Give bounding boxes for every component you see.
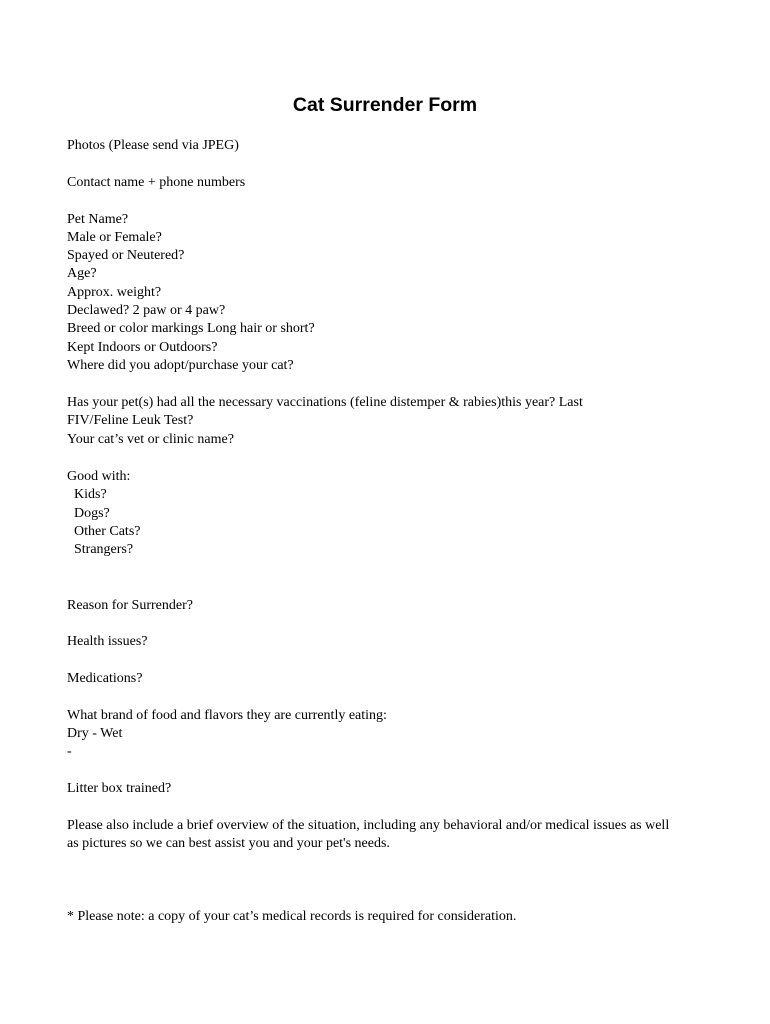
photos-line: Photos (Please send via JPEG) xyxy=(67,138,239,153)
dash-line: - xyxy=(67,744,72,759)
strangers-line: Strangers? xyxy=(74,542,134,557)
contact-line: Contact name + phone numbers xyxy=(67,175,246,190)
dogs-line: Dogs? xyxy=(74,506,110,521)
vet-line: Your cat’s vet or clinic name? xyxy=(67,432,234,447)
health-line: Health issues? xyxy=(67,634,148,649)
male-female-line: Male or Female? xyxy=(67,230,162,245)
reason-line: Reason for Surrender? xyxy=(67,598,193,613)
declawed-line: Declawed? 2 paw or 4 paw? xyxy=(67,303,226,318)
note-line: * Please note: a copy of your cat’s medical records is required for consideration. xyxy=(67,909,517,924)
overview-line-1: Please also include a brief overview of the situation, including any behavioral and/or medical issues as well xyxy=(67,818,670,833)
overview-line-2: as pictures so we can best assist you and your pet's needs. xyxy=(67,836,390,851)
weight-line: Approx. weight? xyxy=(67,285,162,300)
kept-line: Kept Indoors or Outdoors? xyxy=(67,340,218,355)
medications-line: Medications? xyxy=(67,671,143,686)
other-cats-line: Other Cats? xyxy=(74,524,141,539)
age-line: Age? xyxy=(67,266,97,281)
food-line: What brand of food and flavors they are currently eating: xyxy=(67,708,387,723)
vaccinations-line-1: Has your pet(s) had all the necessary vaccinations (feline distemper & rabies)this year? Last xyxy=(67,395,583,410)
good-with-heading: Good with: xyxy=(67,469,131,484)
adopt-line: Where did you adopt/purchase your cat? xyxy=(67,358,294,373)
litter-line: Litter box trained? xyxy=(67,781,172,796)
vaccinations-line-2: FIV/Feline Leuk Test? xyxy=(67,413,194,428)
page-title: Cat Surrender Form xyxy=(292,94,478,116)
spayed-line: Spayed or Neutered? xyxy=(67,248,185,263)
pet-name-line: Pet Name? xyxy=(67,212,129,227)
kids-line: Kids? xyxy=(74,487,107,502)
dry-wet-line: Dry - Wet xyxy=(67,726,123,741)
breed-line: Breed or color markings Long hair or short? xyxy=(67,321,315,336)
